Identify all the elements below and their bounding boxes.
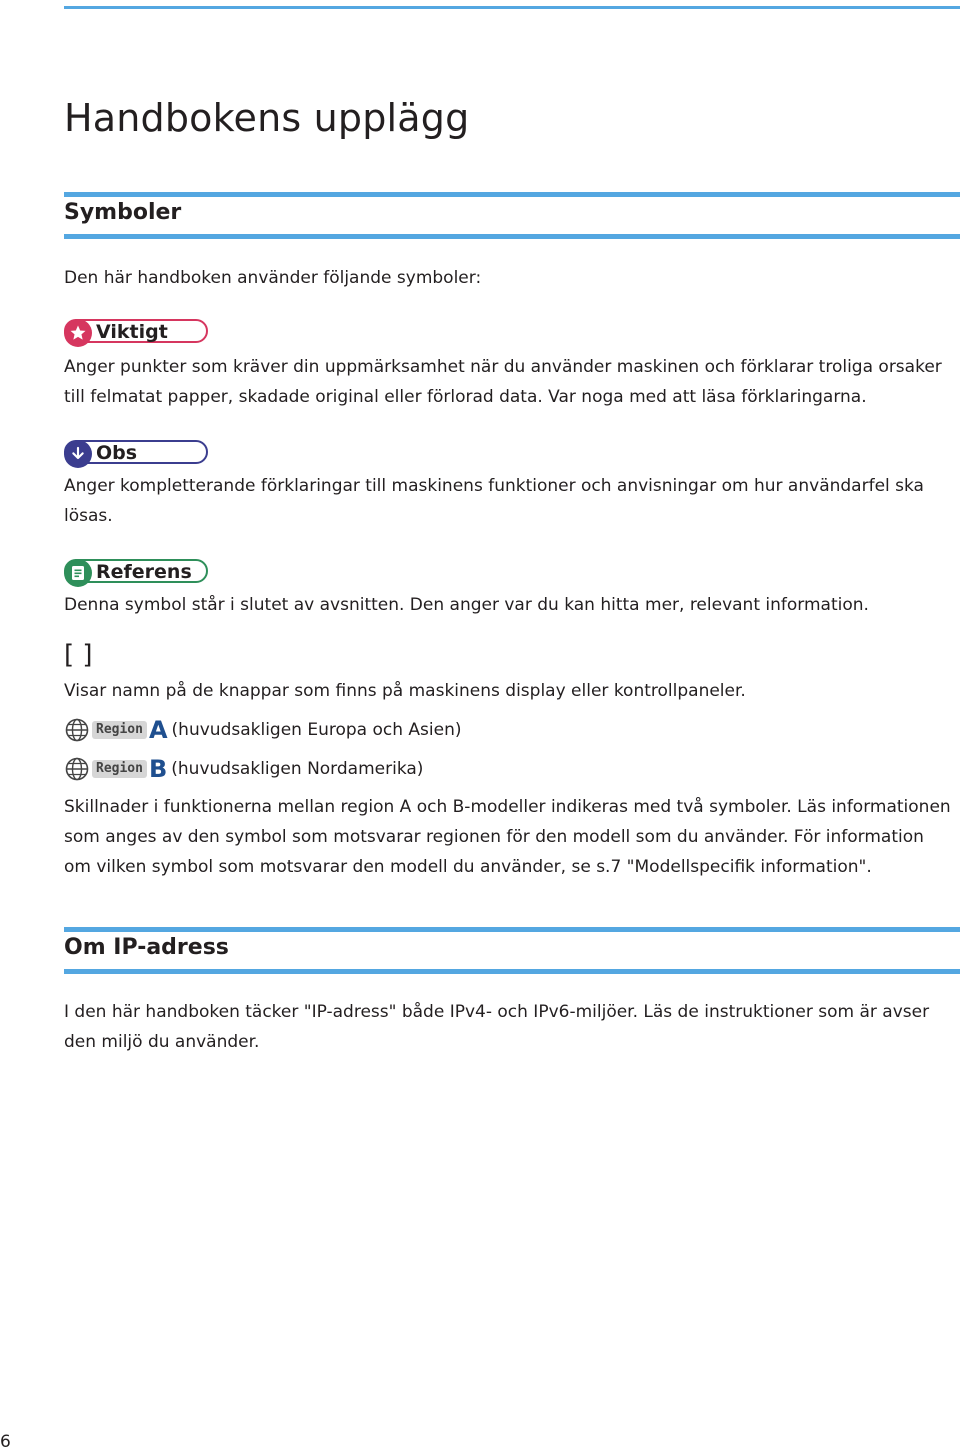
section-rule-top [64, 927, 960, 932]
region-b-row [64, 756, 423, 782]
region-letter-b: B [148, 755, 168, 783]
badge-viktigt [64, 319, 208, 343]
star-icon [64, 319, 92, 347]
document-icon [64, 559, 92, 587]
region-a-description: (huvudsakligen Europa och Asien) [171, 720, 462, 740]
section-rule-bottom [64, 969, 960, 974]
symbols-intro: Den här handboken använder följande symboler: [64, 268, 482, 288]
region-label: Region [92, 721, 147, 739]
bracket-symbol: [ ] [64, 640, 93, 670]
badge-label: Referens [96, 561, 192, 583]
arrow-down-icon [64, 440, 92, 468]
region-letter-a: A [148, 716, 168, 744]
section-heading-ip: Om IP-adress [64, 935, 229, 960]
referens-description: Denna symbol står i slutet av avsnitten. Den anger var du kan hitta mer, relevant information. [64, 595, 869, 615]
region-a-row [64, 717, 462, 743]
section-heading-symbols: Symboler [64, 200, 182, 225]
page-number: 6 [0, 1432, 11, 1452]
page-title: Handbokens upplägg [64, 96, 470, 140]
viktigt-description: Anger punkter som kräver din uppmärksamhet när du använder maskinen och förklarar troliga orsaker till felmatat papper, skadade original eller förlorad data. Var noga med att läsa förklaringarna. [64, 357, 942, 407]
region-label: Region [92, 760, 147, 778]
region-b-description: (huvudsakligen Nordamerika) [171, 759, 424, 779]
top-rule [64, 6, 960, 9]
globe-icon [64, 756, 90, 782]
region-note: Skillnader i funktionerna mellan region A och B-modeller indikeras med två symboler. Läs informationen som anges av den symbol som motsvarar regionen för den modell som du använder. För information om vilken symbol som motsvarar den modell du använder, se s.7 "Modellspecifik information". [64, 797, 951, 877]
section-rule-bottom [64, 234, 960, 239]
badge-label: Obs [96, 442, 138, 464]
obs-description: Anger kompletterande förklaringar till maskinens funktioner och anvisningar om hur användarfel ska lösas. [64, 476, 924, 526]
globe-icon [64, 717, 90, 743]
badge-obs [64, 440, 208, 464]
badge-label: Viktigt [96, 321, 168, 343]
section-rule-top [64, 192, 960, 197]
bracket-description: Visar namn på de knappar som finns på maskinens display eller kontrollpaneler. [64, 681, 746, 701]
badge-referens [64, 559, 208, 583]
ip-body: I den här handboken täcker "IP-adress" både IPv4- och IPv6-miljöer. Läs de instruktioner som är avser den miljö du använder. [64, 1002, 930, 1052]
